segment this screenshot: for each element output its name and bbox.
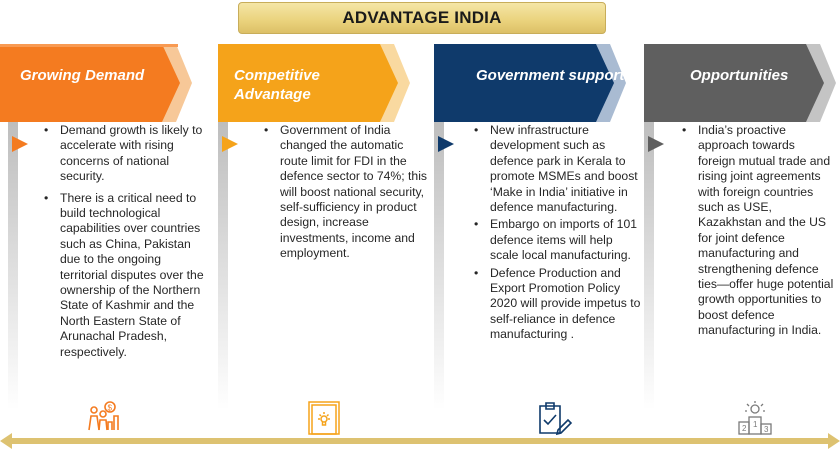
- list-item: • India’s proactive approach towards foreign mutual trade and rising joint agreements with foreign countries such as USE, Kazakhstan and the US for joint defence manufacturing and strengthening defence ties—offer huge potential growth opportunities to boost defence manufacturing in India.: [679, 123, 835, 339]
- svg-text:$: $: [107, 403, 112, 413]
- header-opportunities: [644, 44, 836, 122]
- header-government-support: [434, 44, 626, 122]
- list-item: • Government of India changed the automatic route limit for FDI in the defence sector to 74%; this will boost national security, self-sufficiency in product design, increase investments, income and employment.: [261, 123, 427, 262]
- podium-icon: [736, 400, 774, 436]
- triangle-marker-icon: [12, 136, 28, 152]
- column-heading: Competitive Advantage: [234, 67, 320, 103]
- growth-people-icon: [86, 400, 120, 432]
- svg-text:3: 3: [764, 425, 769, 434]
- triangle-marker-icon: [222, 136, 238, 152]
- title-banner: [238, 2, 606, 34]
- timeline-arrow: [0, 432, 840, 450]
- triangle-marker-icon: [648, 136, 664, 152]
- column-divider: [218, 120, 228, 410]
- column-divider: [8, 120, 18, 410]
- column-divider: [434, 120, 444, 410]
- triangle-marker-icon: [438, 136, 454, 152]
- bullet-list-growing-demand: [41, 123, 207, 366]
- column-heading: Growing Demand: [20, 67, 145, 84]
- door-idea-icon: [306, 400, 342, 436]
- column-heading: Opportunities: [690, 67, 789, 84]
- header-growing-demand: [0, 44, 192, 122]
- bullet-list-competitive-advantage: [261, 123, 427, 268]
- column-divider: [644, 120, 654, 410]
- list-item: • Embargo on imports of 101 defence items will help scale local manufacturing.: [471, 217, 643, 263]
- bullet-list-government-support: [471, 123, 643, 349]
- svg-text:1: 1: [753, 420, 758, 429]
- list-item: • There is a critical need to build technological capabilities over countries such as China, Pakistan due to the ongoing territorial disputes over the ownership of the Northern State of Kashmir and the North Eastern State of Arunachal Pradesh, respectively.: [41, 191, 207, 360]
- bullet-list-opportunities: [679, 123, 835, 345]
- header-competitive-advantage: [218, 44, 410, 122]
- list-item: • Demand growth is likely to accelerate with rising concerns of national security.: [41, 123, 207, 185]
- column-heading: Government support: [476, 67, 625, 84]
- svg-text:2: 2: [742, 424, 747, 433]
- list-item: • Defence Production and Export Promotion Policy 2020 will provide impetus to self-reliance in defence manufacturing .: [471, 266, 643, 343]
- page-title: ADVANTAGE INDIA: [238, 2, 606, 34]
- list-item: • New infrastructure development such as defence park in Kerala to promote MSMEs and boost ‘Make in India’ initiative in defence manufacturing.: [471, 123, 643, 215]
